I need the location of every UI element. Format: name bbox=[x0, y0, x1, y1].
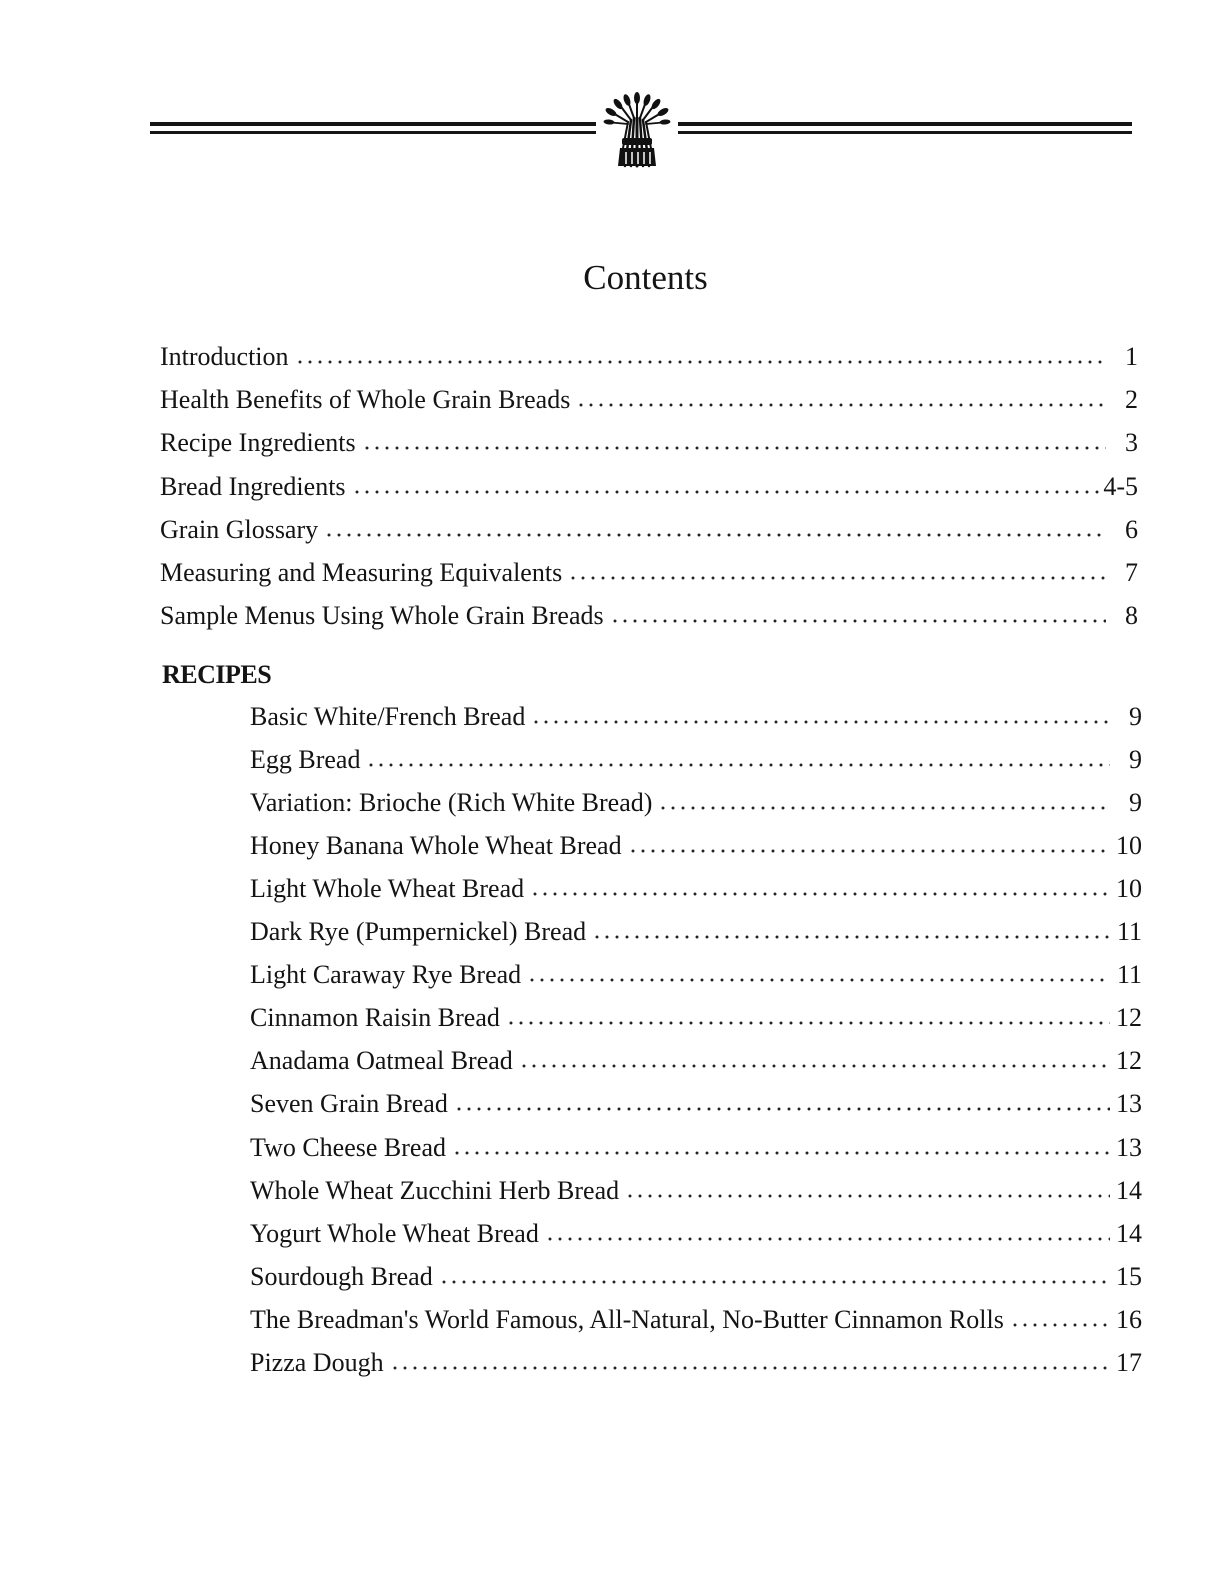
dot-leader bbox=[658, 806, 1110, 810]
recipe-entry bbox=[250, 960, 1142, 990]
recipe-entry-page: 13 bbox=[1116, 1133, 1142, 1162]
toc-entry-label: Grain Glossary bbox=[160, 515, 319, 544]
recipe-entry-label: Light Whole Wheat Bread bbox=[250, 874, 525, 903]
recipe-entry bbox=[250, 874, 1142, 904]
recipe-entry-label: Basic White/French Bread bbox=[250, 702, 526, 731]
dot-leader bbox=[439, 1280, 1110, 1284]
page-title: Contents bbox=[583, 258, 708, 297]
dot-leader bbox=[362, 446, 1106, 450]
recipe-entry-label: Honey Banana Whole Wheat Bread bbox=[250, 831, 622, 860]
recipe-entry bbox=[250, 1262, 1142, 1292]
recipe-entry-label: Two Cheese Bread bbox=[250, 1133, 447, 1162]
recipe-entry-page: 9 bbox=[1129, 702, 1142, 731]
recipe-entry-label: Sourdough Bread bbox=[250, 1262, 433, 1291]
toc-entry-label: Introduction bbox=[160, 342, 289, 371]
recipe-entry-label: Variation: Brioche (Rich White Bread) bbox=[250, 788, 653, 817]
recipe-entry bbox=[250, 702, 1142, 732]
recipe-entry-label: Dark Rye (Pumpernickel) Bread bbox=[250, 917, 587, 946]
dot-leader bbox=[568, 576, 1106, 580]
recipe-entry-page: 12 bbox=[1116, 1003, 1142, 1032]
dot-leader bbox=[295, 360, 1106, 364]
recipe-entry bbox=[250, 1219, 1142, 1249]
dot-leader bbox=[527, 978, 1110, 982]
toc-entry-page: 8 bbox=[1125, 601, 1138, 630]
toc-entry-page: 3 bbox=[1125, 428, 1138, 457]
dot-leader bbox=[506, 1021, 1110, 1025]
toc-entry-bread-ingredients bbox=[160, 472, 1138, 502]
toc-entry-introduction bbox=[160, 342, 1138, 372]
dot-leader bbox=[628, 849, 1110, 853]
recipe-entry-page: 17 bbox=[1116, 1348, 1142, 1377]
toc-entry-label: Measuring and Measuring Equivalents bbox=[160, 558, 563, 587]
toc-entry-label: Bread Ingredients bbox=[160, 472, 346, 501]
recipe-entry-page: 11 bbox=[1116, 917, 1142, 946]
recipe-entry-label: Egg Bread bbox=[250, 745, 361, 774]
recipe-entry bbox=[250, 788, 1142, 818]
dot-leader bbox=[324, 533, 1106, 537]
toc-entry-page: 7 bbox=[1125, 558, 1138, 587]
recipe-entry-page: 10 bbox=[1116, 831, 1142, 860]
dot-leader bbox=[519, 1064, 1110, 1068]
dot-leader bbox=[352, 490, 1100, 494]
toc-entry-recipe-ingredients bbox=[160, 428, 1138, 458]
recipe-entry bbox=[250, 1348, 1142, 1378]
dot-leader bbox=[390, 1366, 1110, 1370]
dot-leader bbox=[1010, 1323, 1110, 1327]
toc-entry-health-benefits bbox=[160, 385, 1138, 415]
recipe-entry-page: 14 bbox=[1116, 1219, 1142, 1248]
toc-entry-page: 6 bbox=[1125, 515, 1138, 544]
recipe-entry-label: Light Caraway Rye Bread bbox=[250, 960, 522, 989]
recipe-entry bbox=[250, 745, 1142, 775]
dot-leader bbox=[366, 763, 1110, 767]
recipe-entry bbox=[250, 1133, 1142, 1163]
dot-leader bbox=[531, 720, 1110, 724]
toc-entry-measuring bbox=[160, 558, 1138, 588]
recipe-entry-page: 16 bbox=[1116, 1305, 1142, 1334]
recipe-entry-page: 12 bbox=[1116, 1046, 1142, 1075]
recipe-entry-page: 9 bbox=[1129, 788, 1142, 817]
dot-leader bbox=[454, 1107, 1110, 1111]
toc-entry-label: Recipe Ingredients bbox=[160, 428, 356, 457]
recipe-entry-label: Whole Wheat Zucchini Herb Bread bbox=[250, 1176, 620, 1205]
recipe-entry-page: 13 bbox=[1116, 1089, 1142, 1118]
recipe-entry-label: The Breadman's World Famous, All-Natural, No-Butter Cinnamon Rolls bbox=[250, 1305, 1004, 1334]
toc-entry-grain-glossary bbox=[160, 515, 1138, 545]
dot-leader bbox=[545, 1237, 1110, 1241]
dot-leader bbox=[452, 1151, 1110, 1155]
recipe-entry-label: Seven Grain Bread bbox=[250, 1089, 448, 1118]
recipe-entry bbox=[250, 1176, 1142, 1206]
recipe-entry-page: 9 bbox=[1129, 745, 1142, 774]
recipe-entry-label: Anadama Oatmeal Bread bbox=[250, 1046, 513, 1075]
recipe-entry-label: Cinnamon Raisin Bread bbox=[250, 1003, 500, 1032]
recipe-entry-label: Pizza Dough bbox=[250, 1348, 384, 1377]
recipe-entry bbox=[250, 1046, 1142, 1076]
recipe-entry-page: 15 bbox=[1116, 1262, 1142, 1291]
toc-entry-page: 2 bbox=[1125, 385, 1138, 414]
recipes-heading: RECIPES bbox=[162, 660, 272, 689]
recipe-entry-page: 14 bbox=[1116, 1176, 1142, 1205]
recipe-entry bbox=[250, 1305, 1142, 1335]
dot-leader bbox=[576, 403, 1106, 407]
recipe-entry bbox=[250, 1003, 1142, 1033]
toc-entry-page: 4-5 bbox=[1103, 472, 1138, 501]
recipe-entry-label: Yogurt Whole Wheat Bread bbox=[250, 1219, 539, 1248]
recipe-entry bbox=[250, 831, 1142, 861]
wheat-sheaf-icon bbox=[596, 88, 678, 168]
dot-leader bbox=[592, 935, 1110, 939]
recipe-entry-page: 11 bbox=[1116, 960, 1142, 989]
toc-entry-label: Sample Menus Using Whole Grain Breads bbox=[160, 601, 604, 630]
recipe-entry bbox=[250, 1089, 1142, 1119]
recipe-entry-page: 10 bbox=[1116, 874, 1142, 903]
recipe-entry bbox=[250, 917, 1142, 947]
toc-entry-sample-menus bbox=[160, 601, 1138, 631]
toc-entry-page: 1 bbox=[1125, 342, 1138, 371]
dot-leader bbox=[610, 619, 1106, 623]
dot-leader bbox=[530, 892, 1110, 896]
dot-leader bbox=[625, 1194, 1110, 1198]
toc-entry-label: Health Benefits of Whole Grain Breads bbox=[160, 385, 571, 414]
